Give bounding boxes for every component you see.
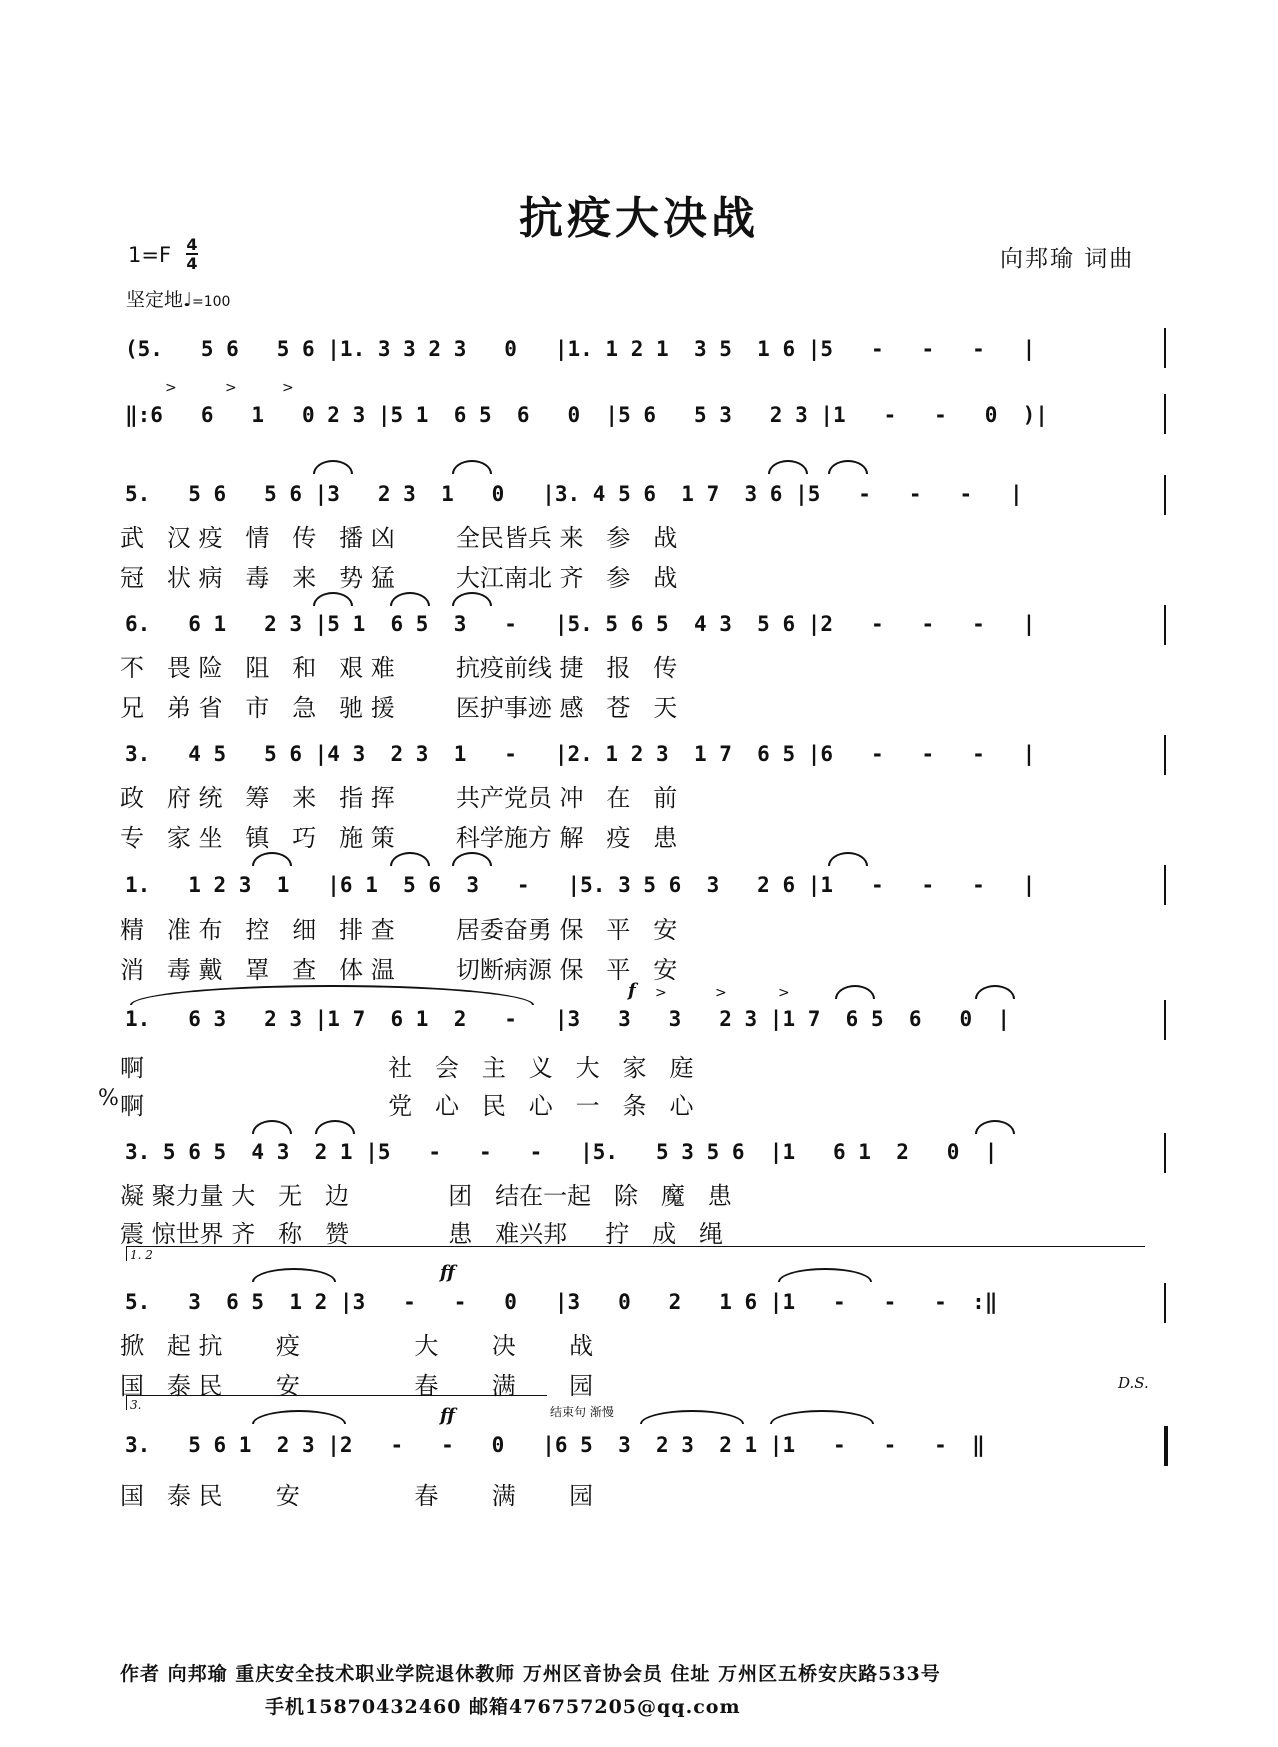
dynamic-f: f bbox=[628, 980, 636, 1001]
accent-mark: > bbox=[655, 985, 667, 1001]
slur bbox=[452, 460, 492, 474]
footer-author-info: 作者 向邦瑜 重庆安全技术职业学院退休教师 万州区音协会员 住址 万州区五桥安庆路533号 bbox=[120, 1663, 941, 1685]
notation-row: 6. 6 1 2 3 |5 1 6 5 3 - |5. 5 6 5 4 3 5 6 |2 - - - | bbox=[125, 612, 1036, 636]
slur bbox=[313, 460, 353, 474]
footer-contact-info: 手机15870432460 邮箱476757205@qq.com bbox=[265, 1696, 741, 1718]
lyric-verse-2: 专 家 坐 镇 巧 施 策 科学施方 解 疫 患 bbox=[120, 824, 678, 852]
notation-row: 5. 3 6 5 1 2 |3 - - 0 |3 0 2 1 6 |1 - - - :‖ bbox=[125, 1290, 998, 1314]
accent-mark: > bbox=[282, 380, 294, 396]
tempo-marking bbox=[126, 285, 230, 312]
time-denominator: 4 bbox=[186, 254, 198, 273]
slur bbox=[770, 1410, 874, 1424]
tempo-text: 坚定地 bbox=[126, 289, 184, 311]
barline bbox=[1164, 735, 1166, 775]
dynamic-ff: ff bbox=[440, 1405, 455, 1426]
slur bbox=[452, 852, 492, 866]
slur bbox=[390, 592, 430, 606]
notation-row: (5. 5 6 5 6 |1. 3 3 2 3 0 |1. 1 2 1 3 5 1 6 |5 - - - | bbox=[125, 337, 1036, 361]
lyric-verse-1: 政 府 统 筹 来 指 挥 共产党员 冲 在 前 bbox=[120, 784, 678, 812]
accent-mark: > bbox=[225, 380, 237, 396]
barline bbox=[1164, 1133, 1166, 1173]
slur bbox=[828, 460, 868, 474]
barline bbox=[1164, 328, 1166, 368]
dynamic-ff: ff bbox=[440, 1262, 455, 1283]
ritardando-note: 结束句 渐慢 bbox=[550, 1405, 614, 1419]
volta-bracket bbox=[126, 1395, 547, 1410]
slur bbox=[975, 1120, 1015, 1134]
tempo-note-icon: ♩ bbox=[183, 289, 192, 311]
slur bbox=[452, 592, 492, 606]
slur bbox=[768, 460, 808, 474]
slur bbox=[390, 852, 430, 866]
slur bbox=[313, 592, 353, 606]
slur bbox=[778, 1268, 872, 1282]
slur bbox=[252, 1120, 292, 1134]
accent-mark: > bbox=[715, 985, 727, 1001]
song-title: 抗疫大决战 bbox=[519, 193, 759, 244]
lyric-verse-1: 掀 起 抗 疫 大 决 战 bbox=[120, 1332, 594, 1360]
barline bbox=[1164, 1283, 1166, 1323]
lyric-verse-2: 兄 弟 省 市 急 驰 援 医护事迹 感 苍 天 bbox=[120, 694, 678, 722]
tempo-bpm: =100 bbox=[191, 294, 231, 310]
notation-row: ‖:6 6 1 0 2 3 |5 1 6 5 6 0 |5 6 5 3 2 3 |1 - - 0 )| bbox=[125, 403, 1048, 427]
volta-label: 1. 2 bbox=[130, 1248, 153, 1262]
slur bbox=[975, 985, 1015, 999]
notation-row: 3. 4 5 5 6 |4 3 2 3 1 - |2. 1 2 3 1 7 6 5 |6 - - - | bbox=[125, 742, 1036, 766]
lyric-verse-1: 国 泰 民 安 春 满 园 bbox=[120, 1482, 594, 1510]
lyric-verse-2: 冠 状 病 毒 来 势 猛 大江南北 齐 参 战 bbox=[120, 564, 678, 592]
lyric-verse-1: 啊 社 会 主 义 大 家 庭 bbox=[120, 1054, 694, 1082]
slur bbox=[640, 1410, 744, 1424]
notation-row: 3. 5 6 1 2 3 |2 - - 0 |6 5 3 2 3 2 1 |1 - - - ‖ bbox=[125, 1433, 985, 1457]
slur bbox=[252, 1410, 346, 1424]
key-signature: 1=F bbox=[128, 243, 172, 267]
lyric-verse-2: 震 惊世界 齐 称 赞 患 难兴邦 拧 成 绳 bbox=[120, 1220, 724, 1248]
barline bbox=[1164, 865, 1166, 905]
barline bbox=[1164, 394, 1166, 434]
lyric-verse-1: 不 畏 险 阻 和 艰 难 抗疫前线 捷 报 传 bbox=[120, 654, 678, 682]
time-numerator: 4 bbox=[186, 235, 198, 254]
phrase-slur bbox=[130, 985, 534, 1005]
barline bbox=[1164, 1000, 1166, 1040]
volta-label: 3. bbox=[130, 1398, 142, 1412]
final-barline bbox=[1164, 1426, 1168, 1466]
author-credit: 向邦瑜 词曲 bbox=[1000, 246, 1135, 272]
notation-row: 5. 5 6 5 6 |3 2 3 1 0 |3. 4 5 6 1 7 3 6 |5 - - - | bbox=[125, 482, 1023, 506]
time-signature bbox=[186, 236, 198, 272]
slur bbox=[252, 852, 292, 866]
slur bbox=[828, 852, 868, 866]
slur bbox=[315, 1120, 355, 1134]
accent-mark: > bbox=[778, 985, 790, 1001]
lyric-verse-1: 精 准 布 控 细 排 查 居委奋勇 保 平 安 bbox=[120, 916, 678, 944]
lyric-verse-2: 啊 党 心 民 心 一 条 心 bbox=[120, 1092, 694, 1120]
notation-row: 1. 6 3 2 3 |1 7 6 1 2 - |3 3 3 2 3 |1 7 6 5 6 0 | bbox=[125, 1007, 1011, 1031]
notation-row: 1. 1 2 3 1 |6 1 5 6 3 - |5. 3 5 6 3 2 6 |1 - - - | bbox=[125, 873, 1036, 897]
segno-icon: % bbox=[98, 1086, 119, 1111]
dal-segno: D.S. bbox=[1118, 1374, 1149, 1392]
volta-bracket bbox=[126, 1246, 1145, 1261]
slur bbox=[835, 985, 875, 999]
lyric-verse-1: 凝 聚力量 大 无 边 团 结在一起 除 魔 患 bbox=[120, 1182, 732, 1210]
slur bbox=[252, 1268, 336, 1282]
lyric-verse-2: 国 泰 民 安 春 满 园 bbox=[120, 1372, 594, 1400]
lyric-verse-1: 武 汉 疫 情 传 播 凶 全民皆兵 来 参 战 bbox=[120, 524, 678, 552]
notation-row: 3. 5 6 5 4 3 2 1 |5 - - - |5. 5 3 5 6 |1 6 1 2 0 | bbox=[125, 1140, 998, 1164]
barline bbox=[1164, 475, 1166, 515]
lyric-verse-2: 消 毒 戴 罩 查 体 温 切断病源 保 平 安 bbox=[120, 956, 678, 984]
barline bbox=[1164, 605, 1166, 645]
accent-mark: > bbox=[165, 380, 177, 396]
